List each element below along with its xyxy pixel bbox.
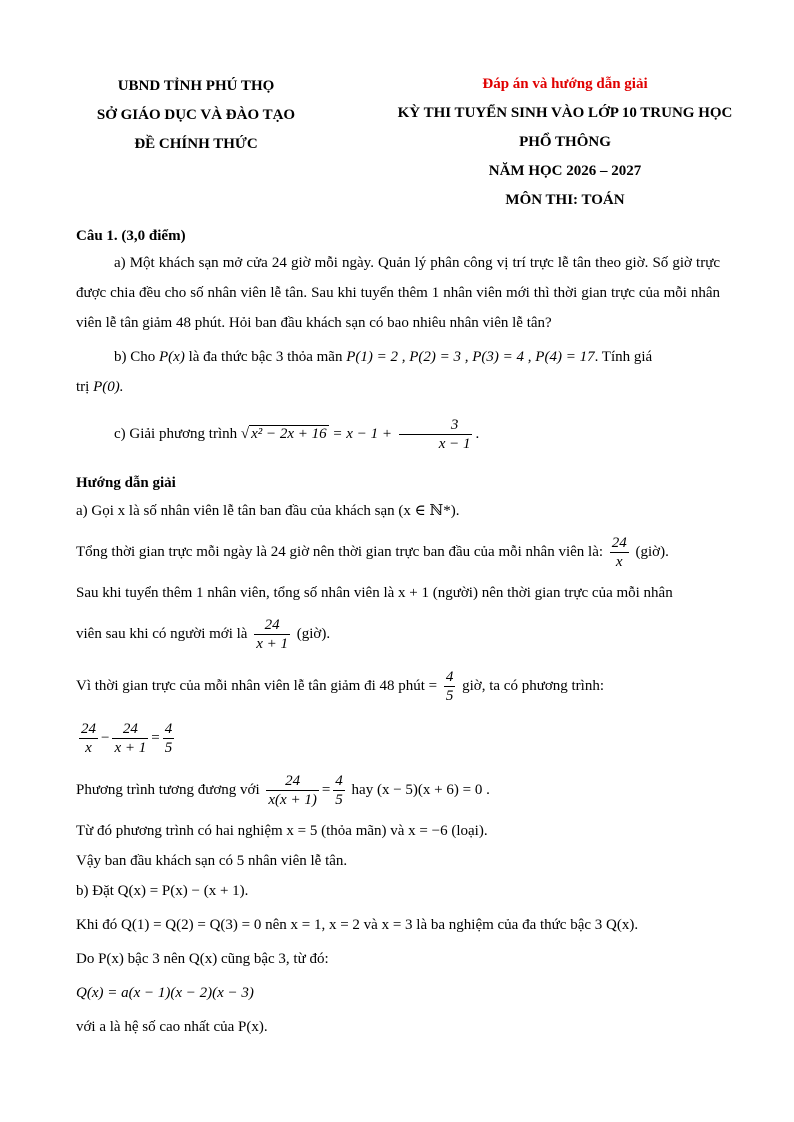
solution-a7: Phương trình tương đương với $\frac{24}{x(x + 1)}$ = $\frac{4}{5}$ hay (x − 5)(x + 6) = 0 . [76,773,490,809]
fraction: $\frac{24}{x}$ [611,535,627,571]
solution-a9: Vậy ban đầu khách sạn có 5 nhân viên lễ tân. [76,853,348,869]
fraction: $\frac{24}{x(x + 1)}$ [268,773,317,809]
exam-title: KỲ THI TUYỂN SINH VÀO LỚP 10 TRUNG HỌC [397,105,733,121]
solution-a1: a) Gọi x là số nhân viên lễ tân ban đầu của khách sạn (x ∈ ℕ*). [76,503,460,519]
solution-title: Hướng dẫn giải [76,475,176,491]
solution-a2: Tổng thời gian trực mỗi ngày là 24 giờ nên thời gian trực ban đầu của mỗi nhân viên là: $\frac{24}{x}$ (giờ). [76,535,669,571]
solution-b1: b) Đặt Q(x) = P(x) − (x + 1). [76,883,249,899]
school-year: NĂM HỌC 2026 – 2027 [488,163,642,179]
province-label: UBND TỈNH PHÚ THỌ [117,78,275,94]
fraction: $\frac{4}{5}$ [445,669,454,705]
solution-a5: Vì thời gian trực của mỗi nhân viên lễ tân giảm đi 48 phút = $\frac{4}{5}$ giờ, ta có phương trình: [76,669,605,705]
fraction: $\frac{24}{x}$ [81,721,96,757]
official-label: ĐỀ CHÍNH THỨC [134,136,258,152]
question-b: b) Cho P(x) là đa thức bậc 3 thỏa mãn P(1) = 2 , P(2) = 3 , P(3) = 4 , P(4) = 17. Tính giá [114,349,653,365]
solution-b4: Q(x) = a(x − 1)(x − 2)(x − 3) [76,985,254,1001]
solution-a3: Sau khi tuyển thêm 1 nhân viên, tổng số nhân viên là x + 1 (người) nên thời gian trực của mỗi nhân [76,585,673,601]
fraction: $\frac{4}{5}$ [164,721,173,757]
solution-a6: $\frac{24}{x}$ − $\frac{24}{x + 1}$ = $\frac{4}{5}$ [81,721,173,757]
solution-a4: viên sau khi có người mới là $\frac{24}{x + 1}$ (giờ). [76,617,331,653]
solution-b5: với a là hệ số cao nhất của P(x). [76,1019,268,1035]
header [76,70,733,215]
fraction: $\frac{24}{x + 1}$ [114,721,147,757]
question-title: Câu 1. (3,0 điểm) [76,228,186,244]
fraction: $\frac{4}{5}$ [335,773,343,809]
fraction: $\frac{3}{x - 1}$ [399,416,473,453]
question-c: c) Giải phương trình √ x² − 2x + 16 = x − 1 + $\frac{3}{x - 1}$ . [114,417,480,453]
answer-title: Đáp án và hướng dẫn giải [482,76,648,92]
solution-a8: Từ đó phương trình có hai nghiệm x = 5 (thỏa mãn) và x = −6 (loại). [76,823,488,839]
document-page [76,70,733,1042]
fraction: $\frac{24}{x + 1}$ [256,617,288,653]
exam-title-2: PHỔ THÔNG [519,134,611,150]
question-a: a) Một khách sạn mở cửa 24 giờ mỗi ngày. Quản lý phân công vị trí trực lễ tân theo giờ. Số giờ trực được chia đều cho số nhân viên lễ tân. Sau khi tuyển thêm 1 nhân viên mới thì thời gian trực của mỗi nhân viên lễ tân giảm 48 phút. Hỏi ban đầu khách sạn có bao nhiêu nhân viên lễ tân? [76,255,720,331]
solution-b3: Do P(x) bậc 3 nên Q(x) cũng bậc 3, từ đó: [76,951,329,967]
subject: MÔN THI: TOÁN [505,192,625,208]
solution-b2: Khi đó Q(1) = Q(2) = Q(3) = 0 nên x = 1, x = 2 và x = 3 là ba nghiệm của đa thức bậc 3 Q(x). [76,917,639,933]
question-b-end: trị P(0). [76,379,124,395]
department-label: SỞ GIÁO DỤC VÀ ĐÀO TẠO [96,107,296,123]
header-right [380,70,750,215]
header-left [76,72,316,215]
